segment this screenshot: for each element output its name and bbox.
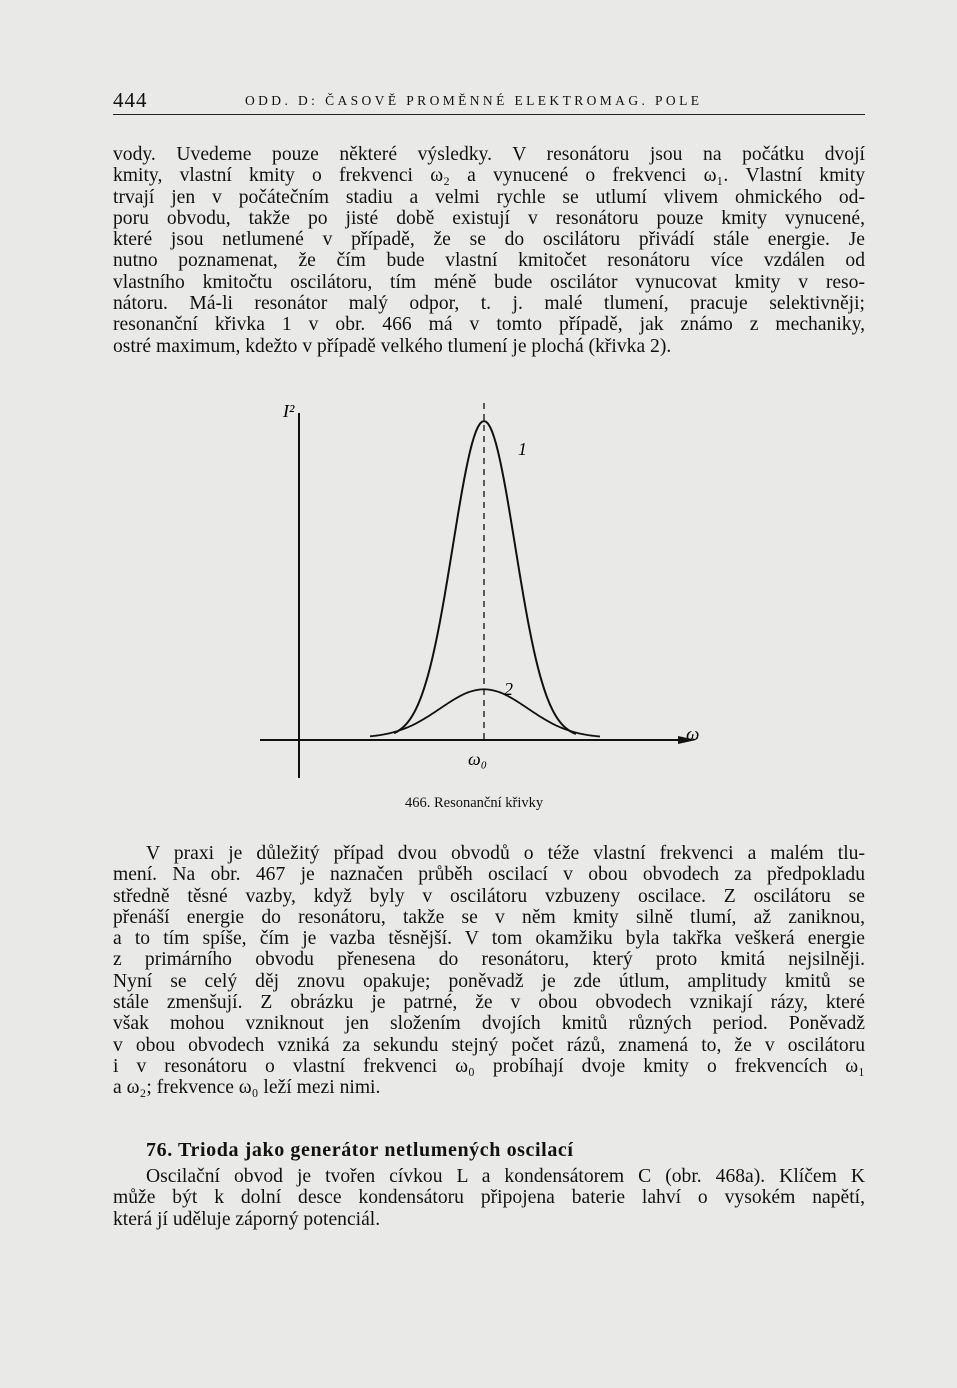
text-line: a to tím spíše, čím je vazba těsnější. V tom okamžiku byla takřka veškerá energie xyxy=(113,928,865,950)
text-line: stále zmenšují. Z obrázku je patrné, že v obou obvodech vznikají rázy, které xyxy=(113,992,865,1014)
text-line: Oscilační obvod je tvořen cívkou L a kondensátorem C (obr. 468a). Klíčem K xyxy=(146,1166,865,1187)
text-line: která jí uděluje záporný potenciál. xyxy=(113,1208,381,1230)
text-line: i v resonátoru o vlastní frekvenci ω₀ probíhají dvoje kmity o frekvencích ω₁ xyxy=(113,1055,865,1077)
text-line: resonanční křivka 1 v obr. 466 má v tomto případě, jak známo z mechaniky, xyxy=(113,314,865,336)
resonance-chart xyxy=(250,395,710,785)
figure-caption: 466. Resonanční křivky xyxy=(405,795,544,811)
text-line: nátoru. Má-li resonátor malý odpor, t. j. malé tlumení, pracuje selektivněji; xyxy=(113,293,865,315)
text-line: vlastního kmitočtu oscilátoru, tím méně bude oscilátor vynucovat kmity v reso- xyxy=(113,271,865,293)
text-line: v obou obvodech vzniká za sekundu stejný počet rázů, znamená to, že v oscilátoru xyxy=(113,1034,865,1056)
paragraph-coupled-circuits xyxy=(113,843,865,1099)
text-line: ostré maximum, kdežto v případě velkého tlumení je plochá (křivka 2). xyxy=(113,335,672,357)
text-line: které jsou netlumené v případě, že se do oscilátoru přivádí stále energie. Je xyxy=(113,229,865,251)
section-heading: 76. Trioda jako generátor netlumených oscilací xyxy=(146,1139,574,1161)
curve-1-label: 1 xyxy=(518,439,527,459)
page-number: 444 xyxy=(113,88,148,112)
text-line: může být k dolní desce kondensátoru připojena baterie lahví o vysokém napětí, xyxy=(113,1187,865,1209)
text-line: vody. Uvedeme pouze některé výsledky. V resonátoru jsou na počátku dvojí xyxy=(113,144,865,165)
text-line: trvají jen v počátečním stadiu a velmi rychle se utlumí vlivem ohmického od- xyxy=(113,186,865,208)
text-line: z primárního obvodu přenesena do resonátoru, který proto kmitá nejsilněji. xyxy=(113,949,865,971)
page-header xyxy=(113,88,865,115)
text-line: a ω₂; frekvence ω₀ leží mezi nimi. xyxy=(113,1077,381,1099)
paragraph-resonance-intro xyxy=(113,144,865,357)
text-line: poru obvodu, takže po jisté době existují v resonátoru pouze kmity vynucené, xyxy=(113,207,865,229)
text-line: přenáší energie do resonátoru, takže se v něm kmity silně tlumí, až zaniknou, xyxy=(113,906,865,928)
center-frequency-label: ω₀ xyxy=(468,749,487,769)
text-line: Nyní se celý děj znovu opakuje; poněvadž je zde útlum, amplitudy kmitů se xyxy=(113,970,865,992)
y-axis-label: I² xyxy=(283,401,295,421)
text-line: V praxi je důležitý případ dvou obvodů o téže vlastní frekvenci a malém tlu- xyxy=(146,843,865,864)
text-line: kmity, vlastní kmity o frekvenci ω₂ a vynucené o frekvenci ω₁. Vlastní kmity xyxy=(113,165,865,187)
figure-resonance-curves xyxy=(250,395,710,785)
text-line: však mohou vzniknout jen složením dvojích kmitů různých period. Poněvadž xyxy=(113,1013,865,1035)
curve-2 xyxy=(370,689,600,736)
text-line: nutno poznamenat, že čím bude vlastní kmitočet resonátoru více vzdálen od xyxy=(113,250,865,272)
curve-2-label: 2 xyxy=(504,679,513,699)
running-head: ODD. D: ČASOVĚ PROMĚNNÉ ELEKTROMAG. POLE xyxy=(245,93,703,108)
x-axis-label: ω xyxy=(686,724,700,745)
text-line: středně těsné vazby, když byly v oscilátoru vzbuzeny oscilace. Z oscilátoru se xyxy=(113,885,865,907)
text-line: mení. Na obr. 467 je naznačen průběh oscilací v obou obvodech za předpokladu xyxy=(113,864,865,886)
paragraph-triode-oscillator xyxy=(113,1166,865,1230)
curve-1 xyxy=(394,421,576,734)
